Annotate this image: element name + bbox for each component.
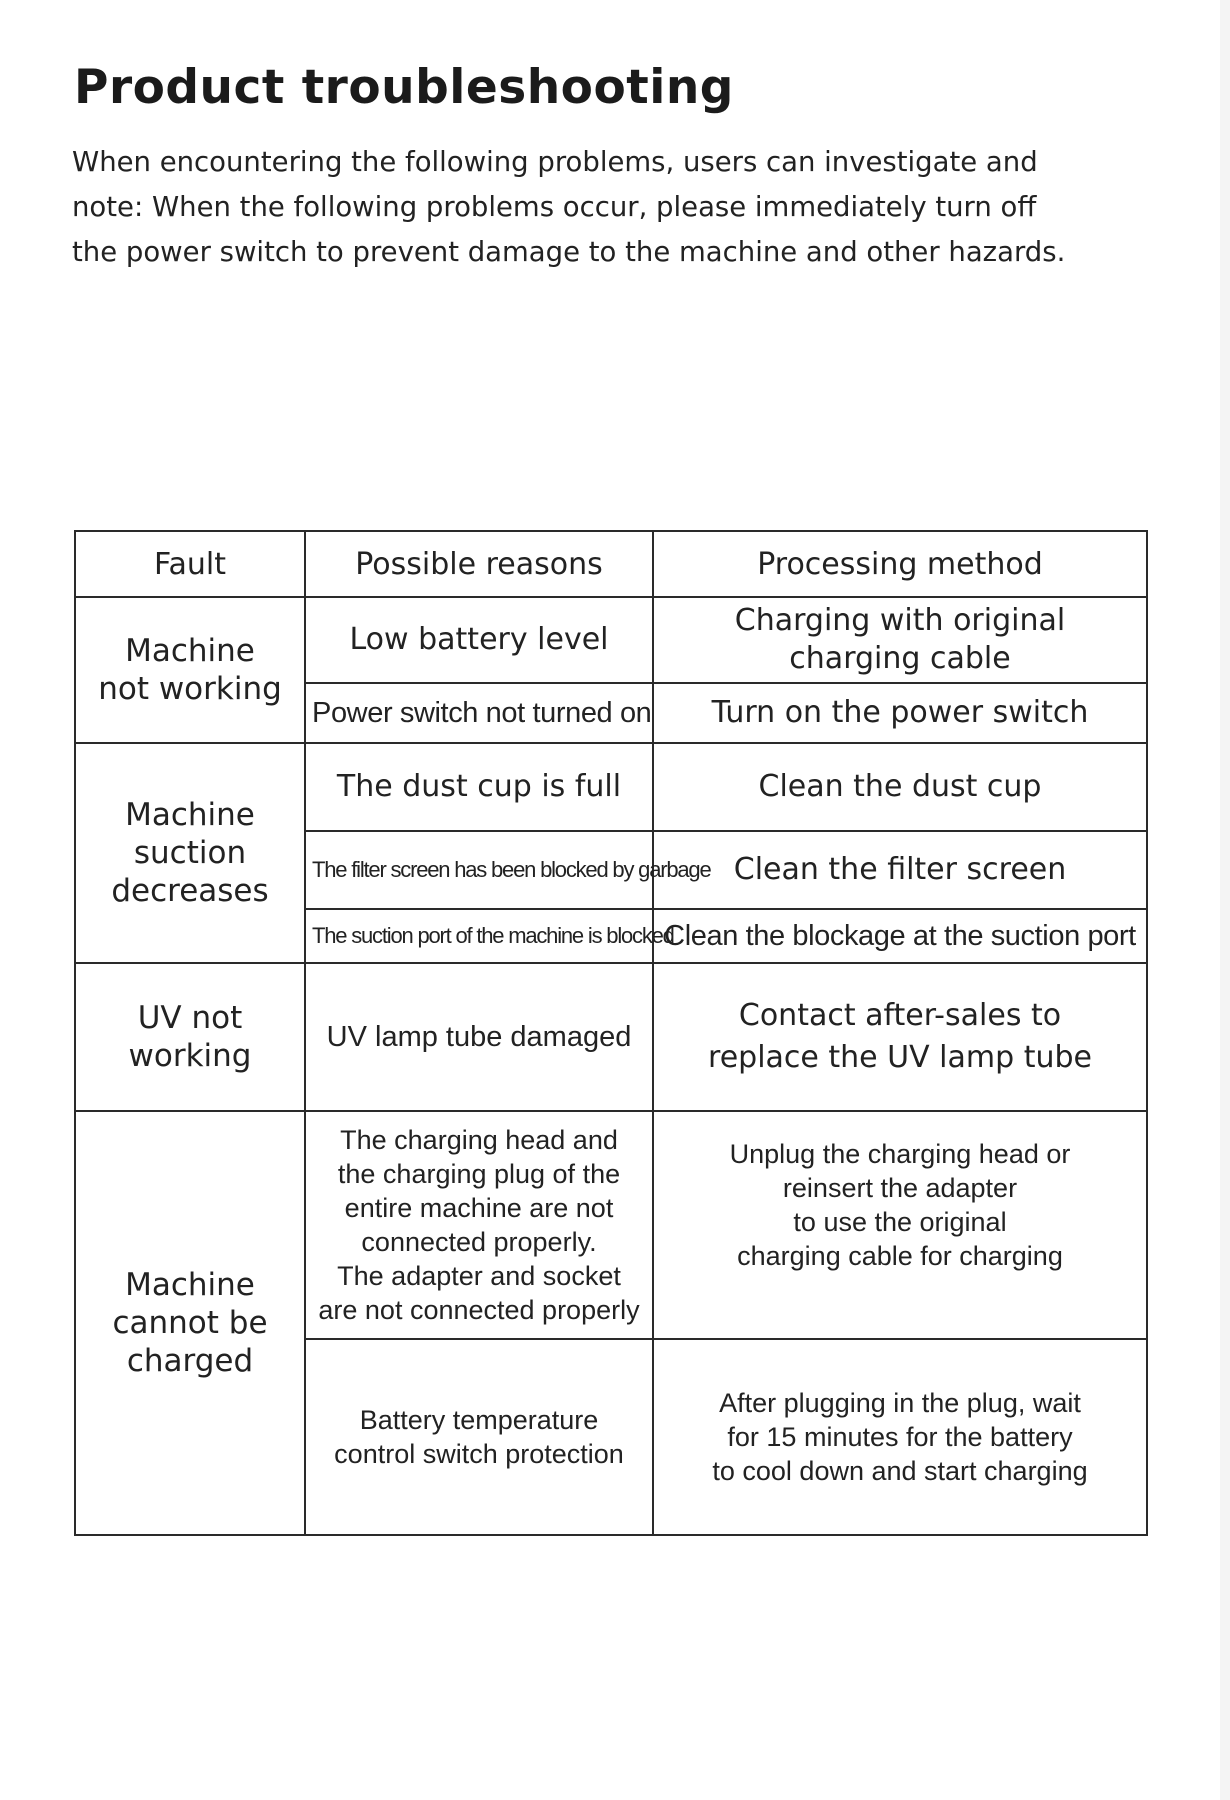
table-header-row [75, 531, 1147, 597]
table-row [75, 963, 1147, 1111]
reason-line: entire machine are not [344, 1193, 614, 1223]
reason-cell: Power switch not turned on [305, 683, 653, 743]
method-cell: Clean the filter screen [653, 831, 1147, 909]
method-cell [653, 1111, 1147, 1339]
fault-cell [75, 597, 305, 743]
intro-line: When encountering the following problems, users can investigate and [72, 146, 1038, 178]
fault-line: working [128, 1038, 252, 1074]
fault-line: cannot be [112, 1305, 268, 1341]
reason-cell: The suction port of the machine is blocked [305, 909, 653, 963]
method-line: to use the original [793, 1207, 1007, 1237]
page-edge-strip [1220, 0, 1230, 1800]
reason-line: The adapter and socket [337, 1261, 621, 1291]
fault-cell [75, 1111, 305, 1535]
reason-line: The charging head and [340, 1125, 618, 1155]
method-cell: Clean the dust cup [653, 743, 1147, 831]
method-line: charging cable for charging [737, 1241, 1063, 1271]
reason-line: control switch protection [334, 1439, 624, 1469]
reason-cell: The filter screen has been blocked by garbage [305, 831, 653, 909]
intro-line: the power switch to prevent damage to the machine and other hazards. [72, 236, 1066, 268]
table-row [75, 743, 1147, 831]
fault-line: Machine [125, 797, 255, 833]
method-cell [653, 963, 1147, 1111]
reason-cell: The dust cup is full [305, 743, 653, 831]
method-cell: Clean the blockage at the suction port [653, 909, 1147, 963]
reason-line: are not connected properly [318, 1295, 640, 1325]
fault-line: not working [98, 671, 282, 707]
reason-cell: Low battery level [305, 597, 653, 683]
fault-line: Machine [125, 1267, 255, 1303]
reason-cell: UV lamp tube damaged [305, 963, 653, 1111]
fault-line: UV not [137, 1000, 243, 1036]
method-line: for 15 minutes for the battery [727, 1422, 1073, 1452]
method-line: Contact after-sales to [738, 998, 1062, 1033]
troubleshooting-table [74, 530, 1148, 1536]
fault-line: suction [133, 835, 247, 871]
reason-line: the charging plug of the [337, 1159, 621, 1189]
page-title: Product troubleshooting [74, 60, 734, 115]
fault-line: Machine [125, 633, 255, 669]
reason-cell [305, 1339, 653, 1535]
reason-line: connected properly. [361, 1227, 597, 1257]
method-line: After plugging in the plug, wait [719, 1388, 1081, 1418]
header-processing-method: Processing method [653, 531, 1147, 597]
table-row [75, 1111, 1147, 1339]
header-possible-reasons: Possible reasons [305, 531, 653, 597]
method-cell [653, 597, 1147, 683]
method-line: to cool down and start charging [712, 1456, 1088, 1486]
header-fault: Fault [75, 531, 305, 597]
fault-line: charged [126, 1343, 254, 1379]
method-line: replace the UV lamp tube [708, 1040, 1092, 1075]
method-line: Unplug the charging head or [729, 1139, 1071, 1169]
fault-cell [75, 743, 305, 963]
reason-cell [305, 1111, 653, 1339]
table-row [75, 597, 1147, 683]
intro-line: note: When the following problems occur, please immediately turn off [72, 191, 1037, 223]
method-cell [653, 1339, 1147, 1535]
fault-line: decreases [111, 873, 269, 909]
method-cell: Turn on the power switch [653, 683, 1147, 743]
method-line: reinsert the adapter [782, 1173, 1018, 1203]
fault-cell [75, 963, 305, 1111]
method-line: charging cable [789, 641, 1011, 676]
method-line: Charging with original [734, 603, 1066, 638]
intro-paragraph [72, 140, 1182, 275]
reason-line: Battery temperature [359, 1405, 599, 1435]
